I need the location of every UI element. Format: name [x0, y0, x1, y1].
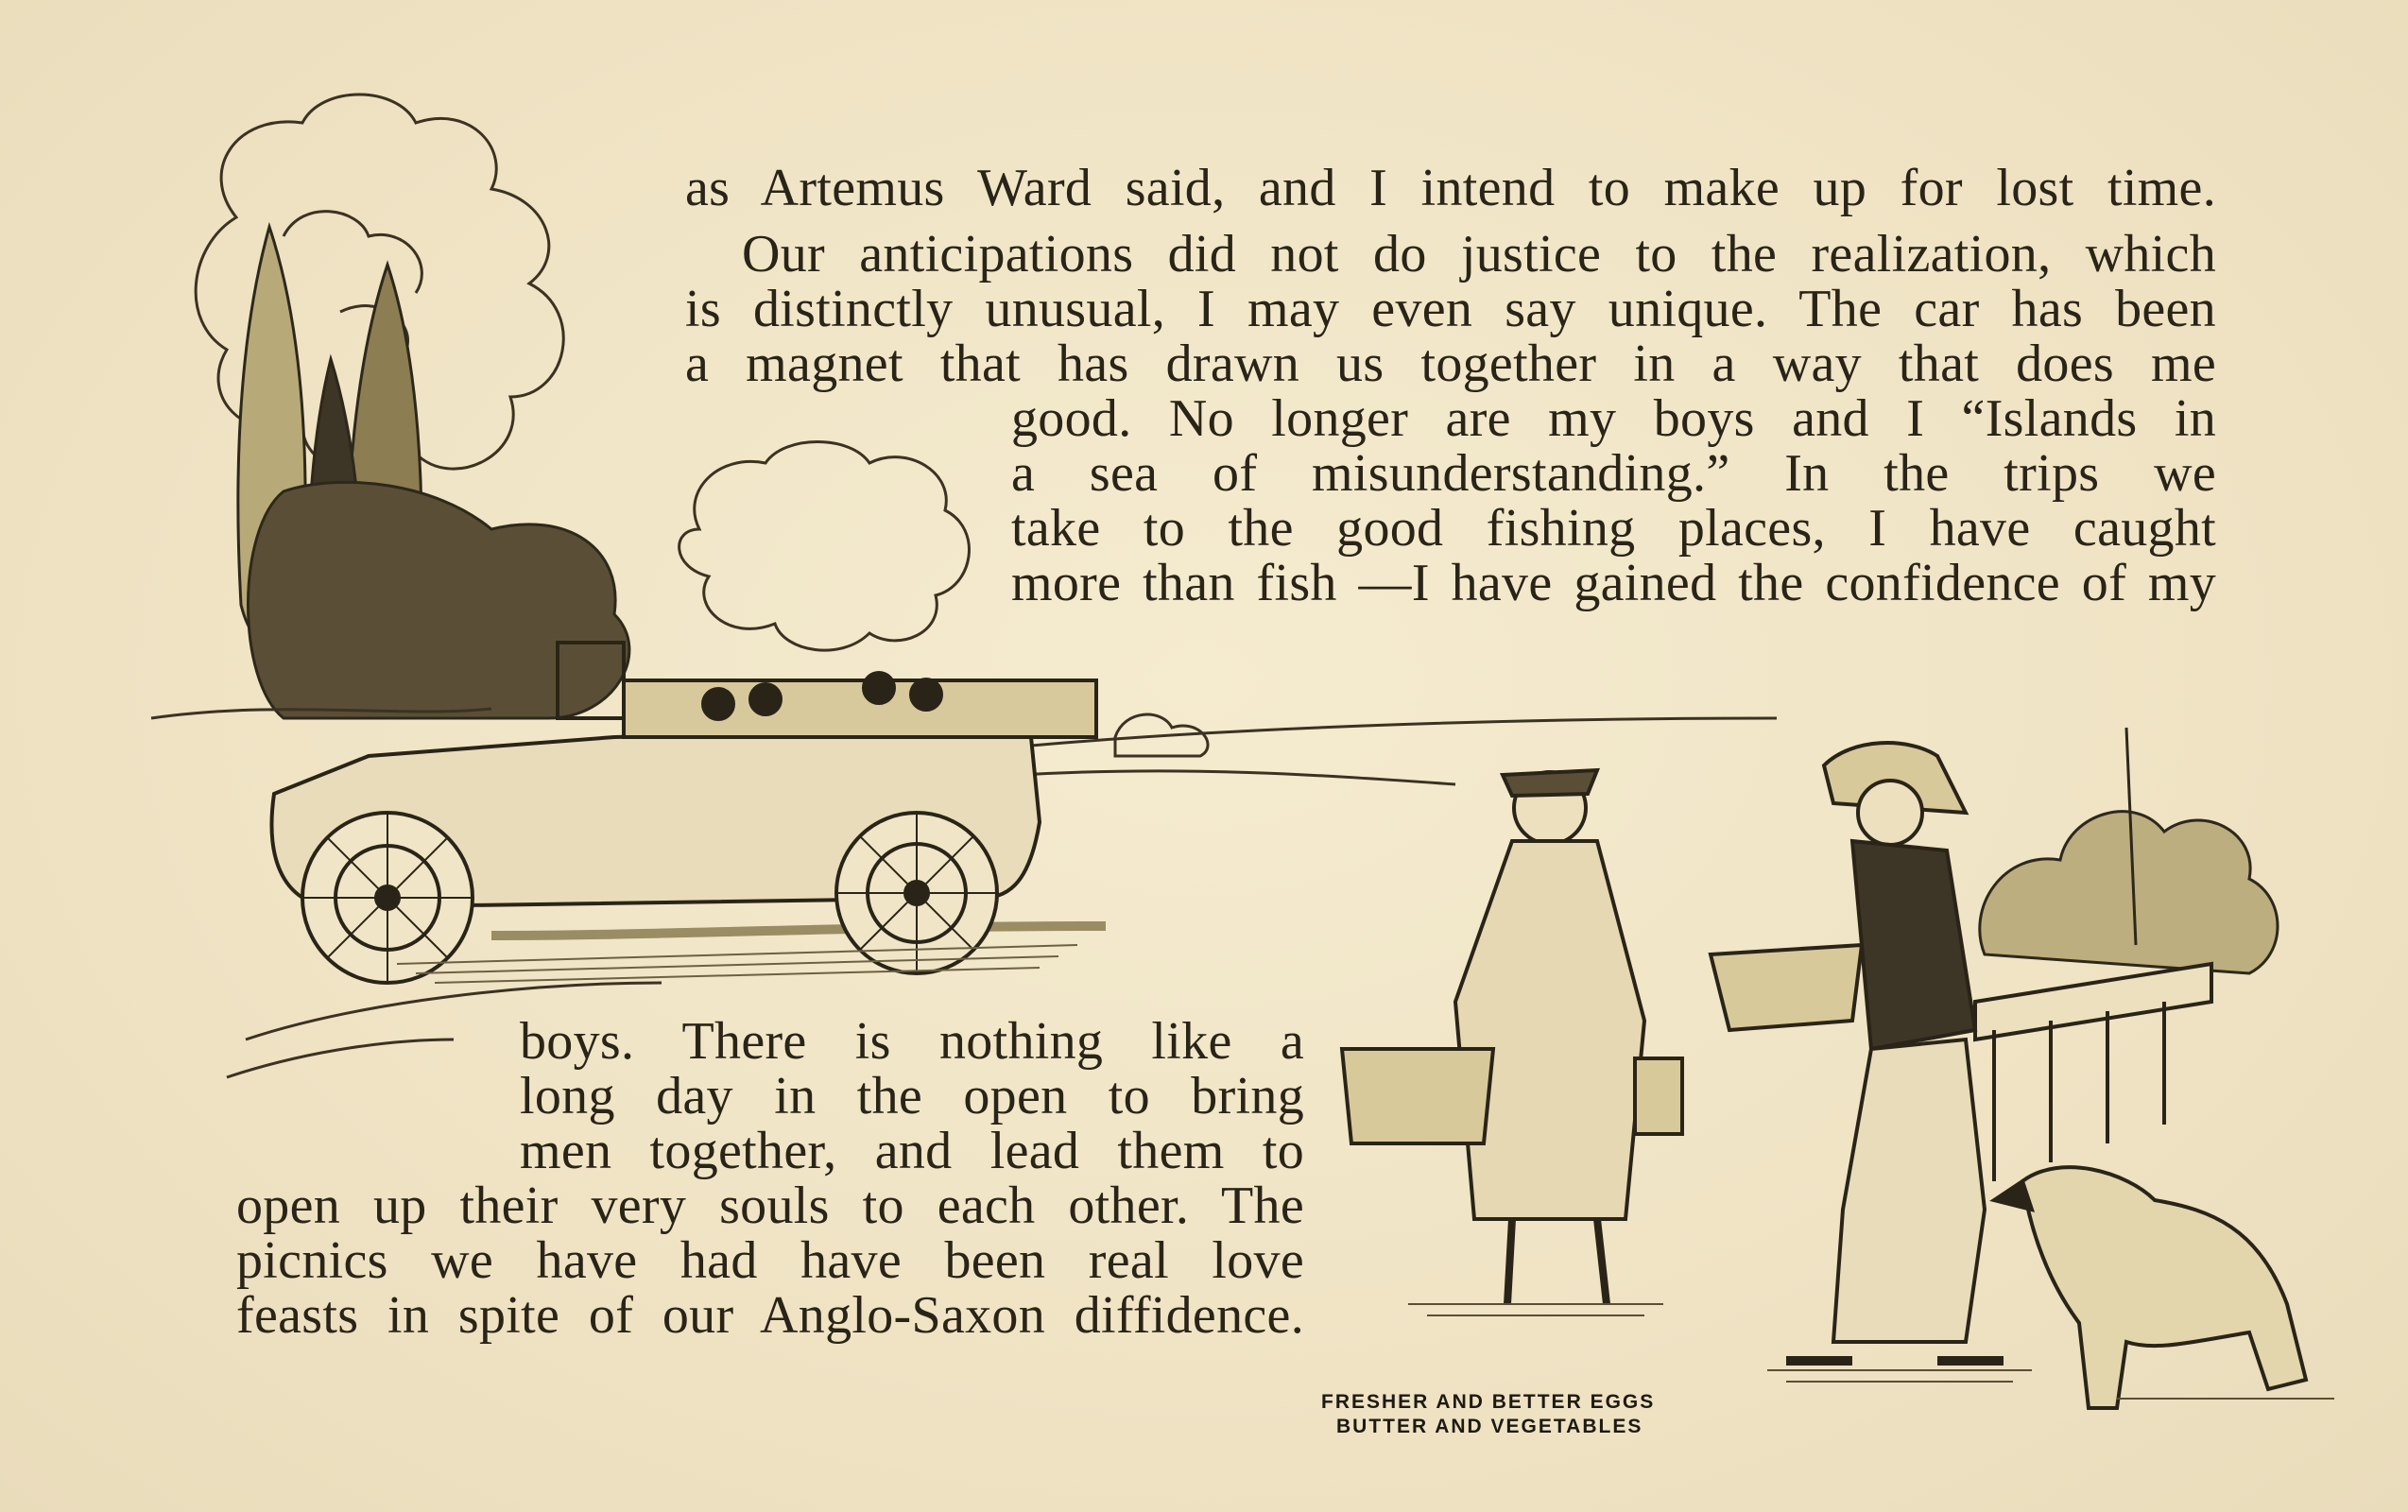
body-line-9: boys. There is nothing like a [520, 1012, 1304, 1071]
body-line-1: as Artemus Ward said, and I intend to make up for lost time. [685, 159, 2216, 217]
body-line-6: a sea of misunderstanding.” In the trips we [1011, 444, 2216, 503]
customer-figure [1342, 770, 1682, 1304]
bushes-drawing [1980, 728, 2278, 973]
illustration-caption-line-1: FRESHER AND BETTER EGGS [1321, 1391, 1656, 1413]
dog-figure [1994, 1167, 2306, 1408]
farmer-figure [1711, 743, 2004, 1361]
illustration-caption-line-2: BUTTER AND VEGETABLES [1336, 1416, 1643, 1437]
body-line-2: Our anticipations did not do justice to the realization, which [742, 225, 2216, 284]
body-line-14: feasts in spite of our Anglo-Saxon diffidence. [236, 1286, 1304, 1345]
body-line-10: long day in the open to bring [520, 1067, 1304, 1125]
body-line-7: take to the good fishing places, I have caught [1011, 499, 2216, 558]
body-line-5: good. No longer are my boys and I “Islands in [1011, 389, 2216, 448]
body-line-13: picnics we have had have been real love [236, 1231, 1304, 1290]
body-line-12: open up their very souls to each other. The [236, 1177, 1304, 1235]
fence-drawing [1975, 964, 2211, 1181]
body-line-3: is distinctly unusual, I may even say unique. The car has been [685, 280, 2216, 338]
body-line-8: more than fish —I have gained the confidence of my [1011, 554, 2216, 612]
body-line-4: a magnet that has drawn us together in a way that does me [685, 335, 2216, 393]
body-line-11: men together, and lead them to [520, 1122, 1304, 1180]
